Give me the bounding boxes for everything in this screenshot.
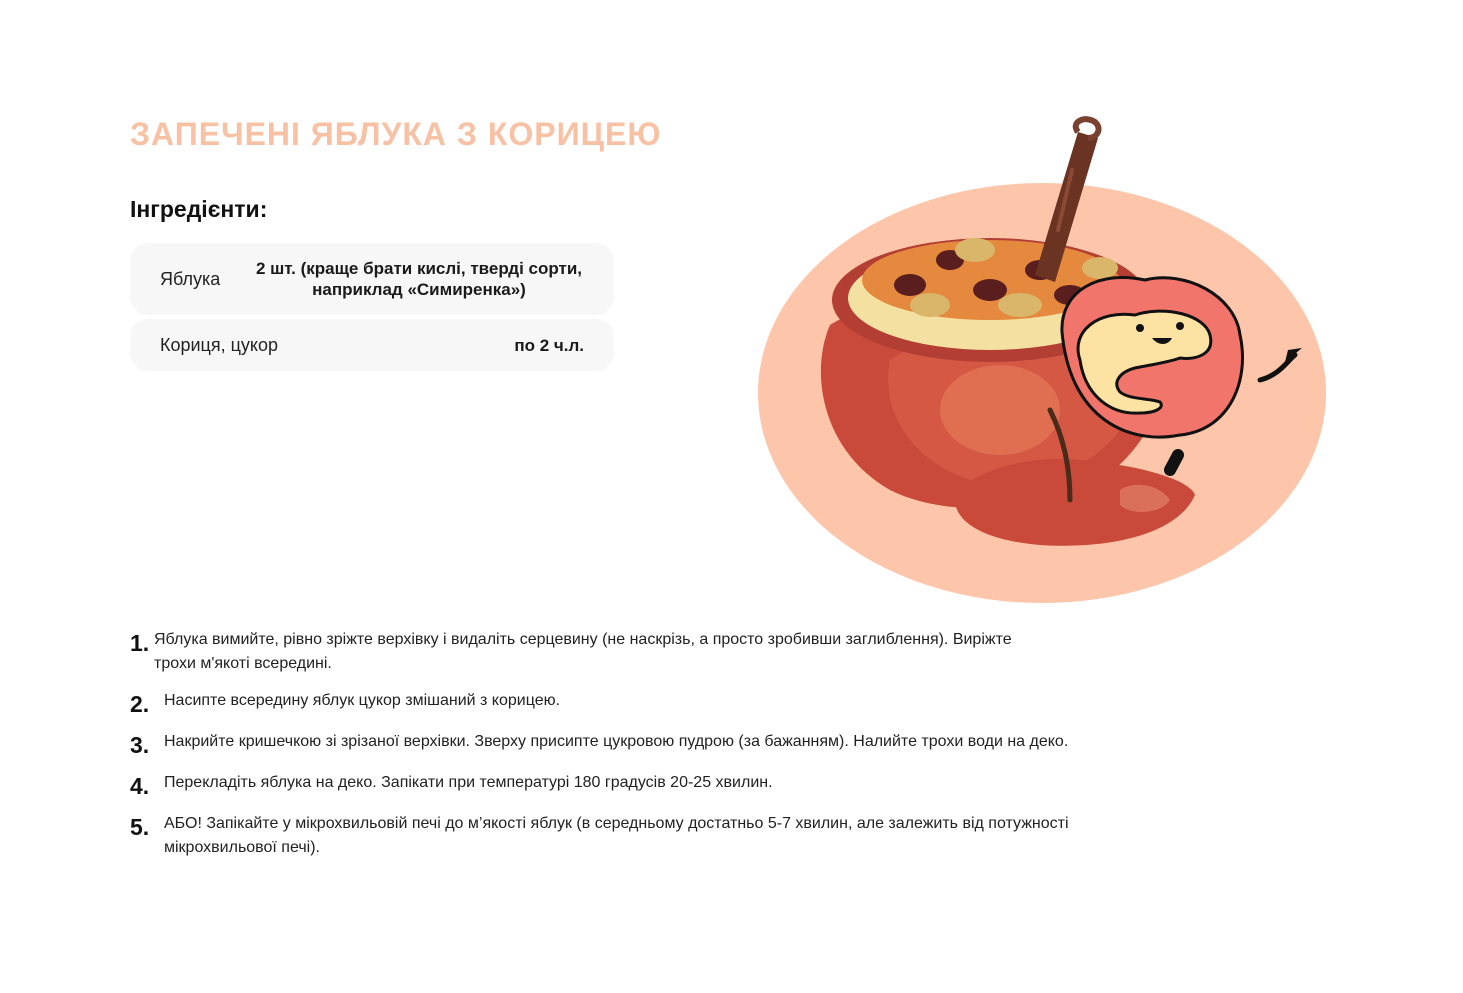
ingredient-quantity: 2 шт. (краще брати кислі, тверді сорти, наприклад «Симиренка») — [255, 259, 583, 299]
ingredients-table — [130, 243, 614, 375]
ingredients-heading: Інгредієнти: — [130, 196, 268, 222]
step-number: 2. — [130, 691, 150, 717]
step-text: Накрийте кришечкою зі зрізаної верхівки. Зверху присипте цукровою пудрою (за бажанням). Налийте трохи води на деко. — [164, 733, 1069, 750]
ingredient-row — [130, 319, 614, 371]
step-number: 5. — [130, 814, 150, 840]
ingredient-quantity: по 2 ч.л. — [514, 335, 584, 355]
baked-apple-illustration — [740, 110, 1340, 610]
ingredient-name: Кориця, цукор — [160, 334, 279, 355]
step-number: 3. — [130, 732, 150, 758]
step-item — [130, 812, 1230, 860]
ingredient-row — [130, 243, 614, 315]
step-item — [130, 628, 1230, 676]
step-text: АБО! Запікайте у мікрохвильовій печі до м’якості яблук (в середньому достатньо 5-7 хвилин, але залежить від потужності мікрохвильової печі). — [164, 815, 1069, 856]
step-number: 1. — [130, 630, 150, 656]
step-text: Перекладіть яблука на деко. Запікати при температурі 180 градусів 20-25 хвилин. — [164, 774, 773, 791]
step-text: Яблука вимийте, рівно зріжте верхівку і видаліть серцевину (не наскрізь, а просто зробивши заглиблення). Виріжте трохи м'якоті всередині. — [154, 631, 1012, 672]
step-item — [130, 730, 1230, 758]
step-text: Насипте всередину яблук цукор змішаний з корицею. — [164, 692, 561, 709]
step-item — [130, 689, 1230, 717]
recipe-steps — [130, 628, 1230, 873]
ingredient-name: Яблука — [160, 268, 221, 289]
step-item — [130, 771, 1230, 799]
page-title: ЗАПЕЧЕНІ ЯБЛУКА З КОРИЦЕЮ — [130, 116, 662, 152]
step-number: 4. — [130, 773, 150, 799]
